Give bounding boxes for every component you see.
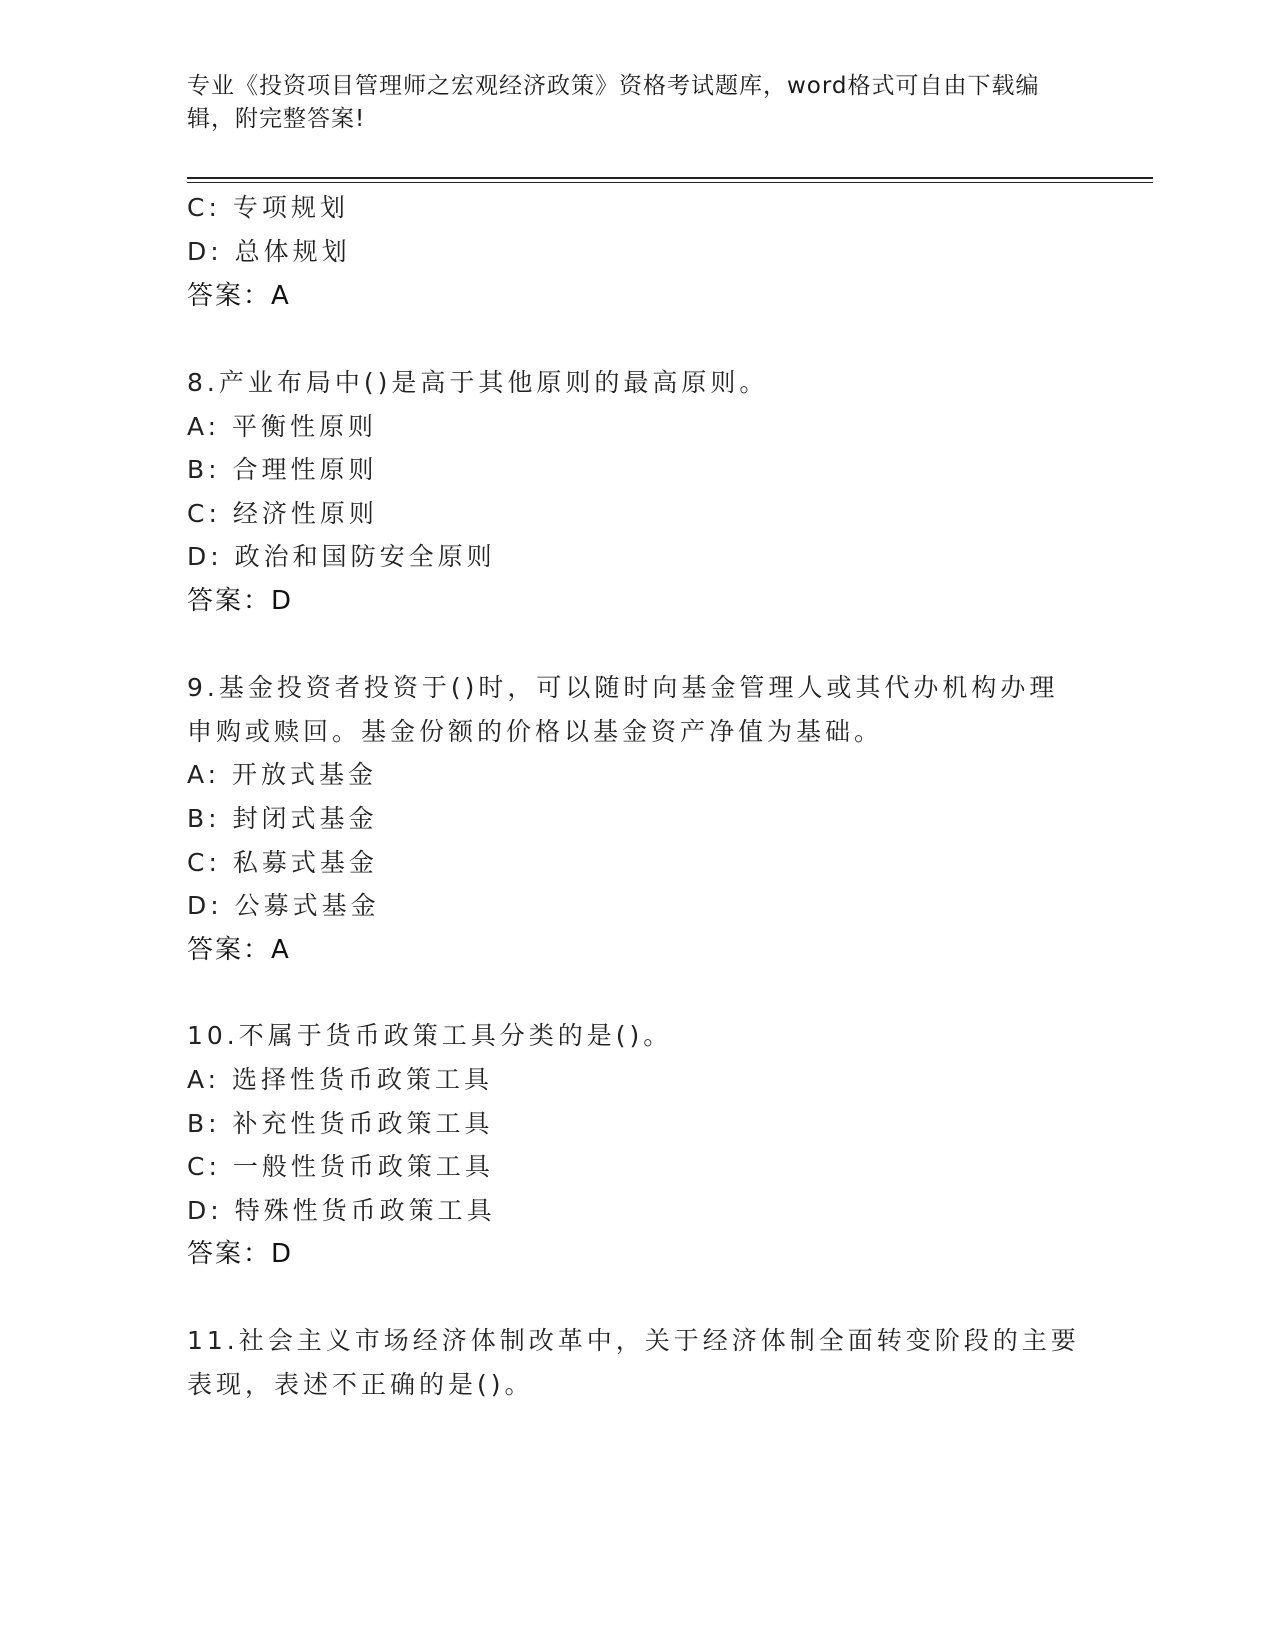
q8-stem: 8.产业布局中()是高于其他原则的最高原则。 bbox=[187, 368, 769, 397]
q9-answer: 答案：A bbox=[187, 935, 291, 965]
q10-answer: 答案：D bbox=[187, 1239, 294, 1269]
q11-stem-line-1: 11.社会主义市场经济体制改革中，关于经济体制全面转变阶段的主要 bbox=[187, 1326, 1080, 1355]
q9-option-a: A: 开放式基金 bbox=[187, 760, 378, 789]
q8-option-b: B: 合理性原则 bbox=[187, 455, 378, 484]
header-divider-thick bbox=[187, 177, 1153, 179]
q10-stem: 10.不属于货币政策工具分类的是()。 bbox=[187, 1021, 673, 1050]
q8-answer: 答案：D bbox=[187, 586, 294, 616]
q7-answer: 答案：A bbox=[187, 281, 291, 311]
q7-option-c: C: 专项规划 bbox=[187, 193, 349, 222]
q9-option-d: D: 公募式基金 bbox=[187, 891, 380, 920]
q9-option-c: C: 私募式基金 bbox=[187, 848, 378, 877]
q10-option-a: A: 选择性货币政策工具 bbox=[187, 1065, 494, 1094]
q8-option-d: D: 政治和国防安全原则 bbox=[187, 542, 496, 571]
q9-stem-line-2: 申购或赎回。基金份额的价格以基金资产净值为基础。 bbox=[187, 717, 884, 746]
q10-option-d: D: 特殊性货币政策工具 bbox=[187, 1196, 496, 1225]
q7-option-d: D: 总体规划 bbox=[187, 237, 351, 266]
q8-option-c: C: 经济性原则 bbox=[187, 499, 378, 528]
header-divider-thin bbox=[187, 182, 1153, 183]
q9-stem-line-1: 9.基金投资者投资于()时，可以随时向基金管理人或其代办机构办理 bbox=[187, 673, 1059, 702]
q9-option-b: B: 封闭式基金 bbox=[187, 804, 378, 833]
document-header bbox=[187, 70, 1067, 136]
header-line-2: 辑，附完整答案! bbox=[187, 106, 366, 132]
q11-stem-line-2: 表现，表述不正确的是()。 bbox=[187, 1370, 534, 1399]
q8-option-a: A: 平衡性原则 bbox=[187, 412, 378, 441]
q10-option-b: B: 补充性货币政策工具 bbox=[187, 1109, 494, 1138]
q10-option-c: C: 一般性货币政策工具 bbox=[187, 1152, 494, 1181]
header-line-1: 专业《投资项目管理师之宏观经济政策》资格考试题库，word格式可自由下载编 bbox=[187, 73, 1040, 99]
